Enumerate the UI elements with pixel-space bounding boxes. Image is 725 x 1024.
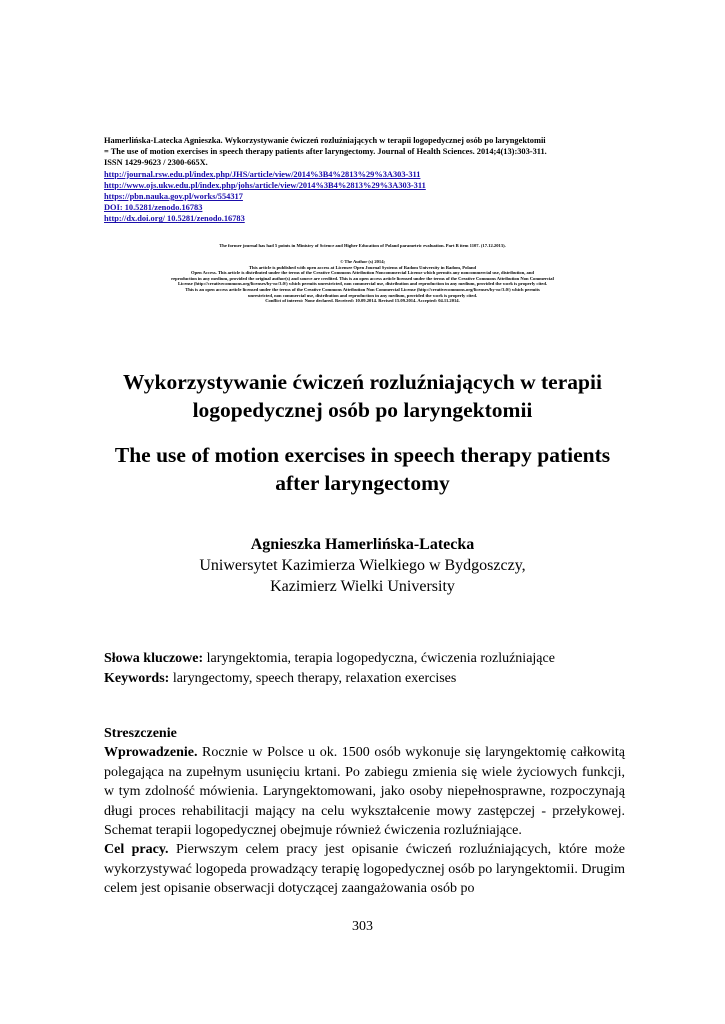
citation-line: = The use of motion exercises in speech therapy patients after laryngectomy. Journal of Health Sciences. 2014;4(13):303-311. (104, 147, 547, 157)
doi-link[interactable]: http://dx.doi.org/ 10.5281/zenodo.16783 (104, 214, 245, 224)
title-line: after laryngectomy (275, 471, 450, 495)
license-line: This article is published with open access at Licensee Open Journal Systems of Radom University in Radom, Poland (248, 264, 477, 270)
title-line: The use of motion exercises in speech therapy patients (114, 443, 611, 467)
keywords-text: laryngektomia, terapia logopedyczna, ćwiczenia rozluźniające (203, 651, 555, 666)
abstract-section (104, 724, 625, 899)
section-label: Cel pracy. (104, 842, 169, 858)
citation-link[interactable]: https://pbn.nauka.gov.pl/works/554317 (104, 192, 243, 202)
section-label: Wprowadzenie. (104, 745, 198, 761)
journal-note-text: The former journal has had 5 points in Ministry of Science and Higher Education of Poland parametric evaluation. Part B item 1107. (17.12.2013). (219, 243, 506, 248)
license-block (100, 259, 625, 304)
license-line: Open Access. This article is distributed under the terms of the Creative Commons Attribution Noncommercial License which permits any noncommercial use, distribution, and (191, 270, 534, 276)
citation-line: Hamerlińska-Latecka Agnieszka. Wykorzystywanie ćwiczeń rozluźniających w terapii logopedycznej osób po laryngektomii (104, 136, 546, 145)
author-affiliation: Uniwersytet Kazimierza Wielkiego w Bydgoszczy, (199, 557, 526, 574)
keywords-text: laryngectomy, speech therapy, relaxation exercises (169, 671, 457, 686)
keywords-label: Słowa kluczowe: (104, 651, 204, 666)
doi-link[interactable]: DOI: 10.5281/zenodo.16783 (104, 203, 203, 213)
title-line: Wykorzystywanie ćwiczeń rozluźniających w terapii (123, 370, 602, 394)
journal-note (100, 243, 625, 249)
paragraph-text: Pierwszym celem pracy jest opisanie ćwiczeń rozluźniających, które może wykorzystywać logopeda prowadzący terapię logopedycznej osób po laryngektomii. Drugim celem jest opisanie obserwacji dotyczącej zaangażowania osób po (104, 842, 626, 897)
citation-link[interactable]: http://journal.rsw.edu.pl/index.php/JHS/article/view/2014%3B4%2813%29%3A303-311 (104, 169, 421, 179)
title-line: logopedycznej osób po laryngektomii (192, 398, 533, 422)
title-polish (60, 368, 665, 424)
title-english (60, 441, 665, 497)
citation-line: ISSN 1429-9623 / 2300-665X. (104, 158, 208, 168)
license-line: This is an open access article licensed under the terms of the Creative Commons Attribution Non Commercial License (http://creativecommons.org/licenses/by-nc/3.0/) which permits (185, 286, 540, 292)
keywords-polish (104, 648, 629, 669)
abstract-introduction (104, 743, 625, 840)
license-line: unrestricted, non commercial use, distribution and reproduction in any medium, provided the work is properly cited. (247, 292, 478, 298)
author-block (60, 534, 665, 597)
citation-block (104, 135, 624, 225)
abstract-aim (104, 840, 625, 898)
author-affiliation: Kazimierz Wielki University (270, 578, 455, 595)
abstract-heading: Streszczenie (104, 726, 177, 741)
license-line: reproduction in any medium, provided the original author(s) and source are credited. This is an open access article licensed under the terms of the Creative Commons Attribution Non Commercial (171, 275, 554, 281)
keywords-english (104, 668, 629, 689)
author-name: Agnieszka Hamerlińska-Latecka (250, 536, 475, 553)
keywords-label: Keywords: (104, 671, 170, 686)
license-line: License (http://creativecommons.org/licenses/by-nc/3.0/) which permits unrestricted, non commercial use, distribution and reproduction in any medium, provided the work is properly cited. (177, 281, 548, 287)
paragraph-text: Rocznie w Polsce u ok. 1500 osób wykonuje się laryngektomię całkowitą polegająca na zupełnym usunięciu krtani. Po zabiegu zmienia się wiele życiowych funkcji, w tym zdolność mówienia. Laryngektomowani, jako osoby niepełnosprawne, rozpoczynają długi proces rehabilitacji mający na celu wykształcenie mowy zastępczej - przełykowej. Schemat terapii logopedycznej obejmuje również ćwiczenia rozluźniające. (104, 745, 625, 839)
license-line: Conflict of interest: None declared. Received: 10.09.2014. Revised 15.09.2014. Accepted: 04.11.2014. (265, 298, 460, 304)
page-number: 303 (352, 919, 373, 934)
citation-link[interactable]: http://www.ojs.ukw.edu.pl/index.php/johs/article/view/2014%3B4%2813%29%3A303-311 (104, 180, 426, 190)
license-line: © The Author (s) 2014; (339, 259, 386, 264)
